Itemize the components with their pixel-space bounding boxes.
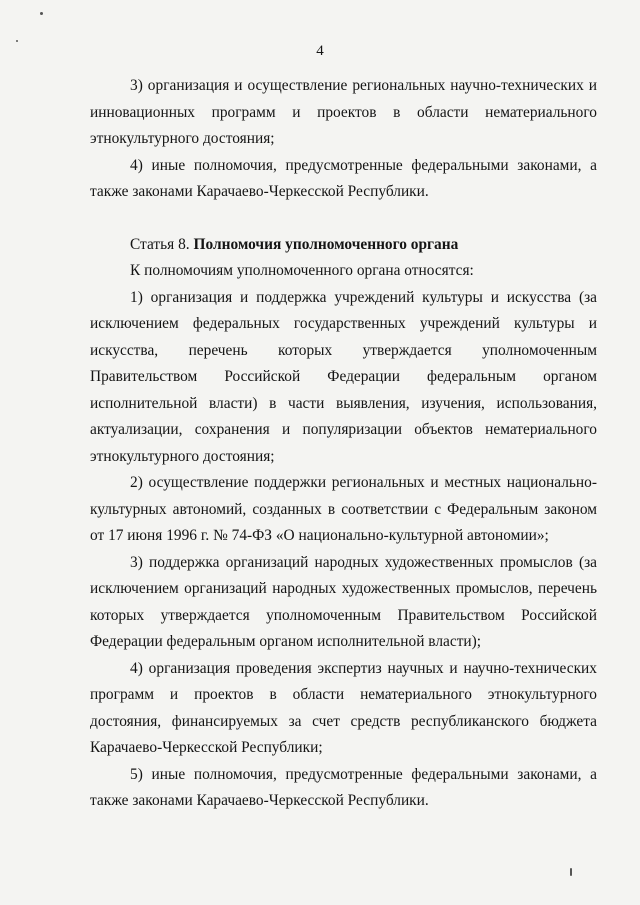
document-body xyxy=(90,73,597,815)
page-number: 4 xyxy=(316,43,324,59)
article-label: Статья 8. xyxy=(130,235,190,253)
article-heading xyxy=(90,232,597,259)
paragraph-item-3: 3) организация и осуществление региональных научно-технических и инновационных программ и проектов в области нематериального этнокультурного достояния; xyxy=(90,77,597,147)
paragraph-item-4: 4) иные полномочия, предусмотренные федеральными законами, а также законами Карачаево-Черкесской Республики. xyxy=(90,156,597,200)
article-item-2: 2) осуществление поддержки региональных и местных национально-культурных автономий, созданных в соответствии с Федеральным законом от 17 июня 1996 г. № 74-ФЗ «О национально-культурной автономии»; xyxy=(90,474,597,544)
article-item-3: 3) поддержка организаций народных художественных промыслов (за исключением организаций народных художественных промыслов, перечень которых утверждается уполномоченным Правительством Российской Федерации федеральным органом исполнительной власти); xyxy=(90,553,597,650)
scan-speck xyxy=(570,868,572,876)
article-title: Полномочия уполномоченного органа xyxy=(193,235,459,253)
article-intro: К полномочиям уполномоченного органа относятся: xyxy=(130,262,474,279)
scan-speck xyxy=(40,12,43,15)
article-item-4: 4) организация проведения экспертиз научных и научно-технических программ и проектов в области нематериального этнокультурного достояния, финансируемых за счет средств республиканского бюджета Карачаево-Черкесской Республики; xyxy=(90,659,597,756)
scan-speck xyxy=(16,40,18,42)
article-item-1: 1) организация и поддержка учреждений культуры и искусства (за исключением федеральных государственных учреждений культуры и искусства, перечень которых утверждается уполномоченным Правительством Российской Федерации федеральным органом исполнительной власти) в части выявления, изучения, использования, актуализации, сохранения и популяризации объектов нематериального этнокультурного достояния; xyxy=(90,288,597,465)
article-item-5: 5) иные полномочия, предусмотренные федеральными законами, а также законами Карачаево-Черкесской Республики. xyxy=(90,765,597,809)
